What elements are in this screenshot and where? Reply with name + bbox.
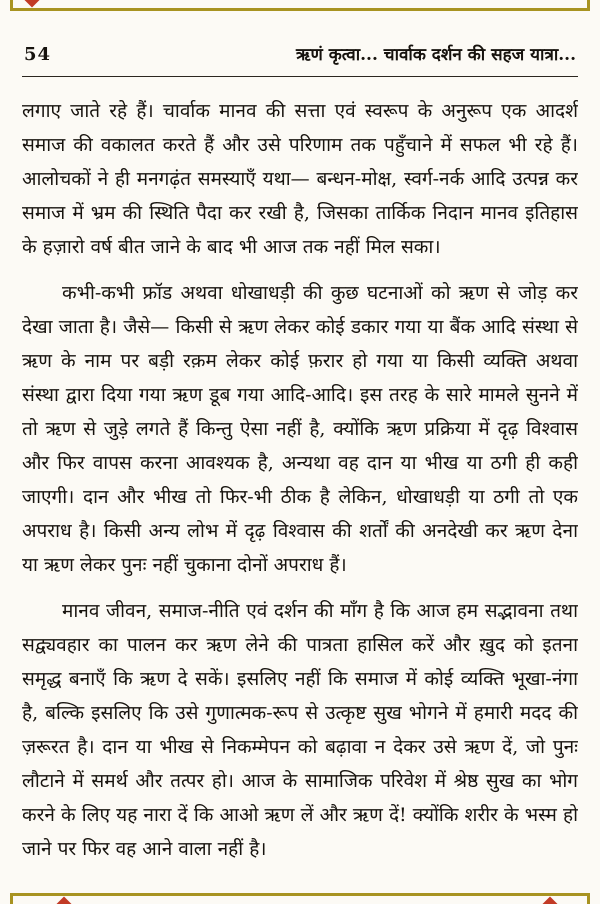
page-number: 54: [24, 44, 52, 65]
frame-bottom-line: [10, 893, 590, 896]
paragraph: लगाए जाते रहे हैं। चार्वाक मानव की सत्ता एवं स्वरूप के अनुरूप एक आदर्श समाज की वकालत करते हैं और उसे परिणाम तक पहुँचाने में सफल भी रहे हैं। आलोचकों ने ही मनगढ़ंत समस्याएँ यथा— बन्धन-मोक्ष, स्वर्ग-नर्क आदि उत्पन्न कर समाज में भ्रम की स्थिति पैदा कर रखी है, जिसका तार्किक निदान मानव इतिहास के हज़ारो वर्ष बीत जाने के बाद भी आज तक नहीं मिल सका।: [22, 100, 578, 258]
paragraph: कभी-कभी फ्रॉड अथवा धोखाधड़ी की कुछ घटनाओं को ऋण से जोड़ कर देखा जाता है। जैसे— किसी से ऋण लेकर कोई डकार गया या बैंक आदि संस्था से ऋण के नाम पर बड़ी रक़म लेकर कोई फ़रार हो गया या किसी व्यक्ति अथवा संस्था द्वारा दिया गया ऋण डूब गया आदि-आदि। इस तरह के सारे मामले सुनने में तो ऋण से जुड़े लगते हैं किन्तु ऐसा नहीं है, क्योंकि ऋण प्रक्रिया में दृढ़ विश्वास और फिर वापस करना आवश्यक है, अन्यथा वह दान या भीख या ठगी ही कही जाएगी। दान और भीख तो फिर-भी ठीक है लेकिन, धोखाधड़ी या ठगी तो एक अपराध है। किसी अन्य लोभ में दृढ़ विश्वास की शर्तों की अनदेखी कर ऋण देना या ऋण लेकर पुनः नहीं चुकाना दोनों अपराध हैं।: [22, 282, 578, 576]
frame-bottom-left-tick: [10, 894, 13, 904]
header-rule: [22, 76, 578, 77]
frame-top-line: [10, 8, 590, 11]
ornament-bottom-right: [542, 897, 559, 904]
ornament-bottom-left: [56, 897, 73, 904]
running-header-title: ऋणं कृत्वा... चार्वाक दर्शन की सहज यात्रा...: [295, 45, 576, 65]
paragraph: मानव जीवन, समाज-नीति एवं दर्शन की माँग है कि आज हम सद्भावना तथा सद्व्यवहार का पालन कर ऋण लेने की पात्रता हासिल करें और ख़ुद को इतना समृद्ध बनाएँ कि ऋण दे सकें। इसलिए नहीं कि समाज में कोई व्यक्ति भूखा-नंगा है, बल्कि इसलिए कि उसे गुणात्मक-रूप से उत्कृष्ट सुख भोगने में हमारी मदद की ज़रूरत है। दान या भीख से निकम्मेपन को बढ़ावा न देकर उसे ऋण दें, जो पुनः लौटाने में समर्थ और तत्पर हो। आज के सामाजिक परिवेश में श्रेष्ठ सुख का भोग करने के लिए यह नारा दें कि आओ ऋण लें और ऋण दें! क्योंकि शरीर के भस्म हो जाने पर फिर वह आने वाला नहीं है।: [22, 600, 578, 860]
page-header: [24, 42, 576, 65]
frame-top-left-tick: [10, 0, 13, 10]
page-body: [22, 94, 578, 878]
frame-bottom-right-tick: [587, 894, 590, 904]
frame-top-right-tick: [587, 0, 590, 10]
ornament-top-left: [24, 0, 41, 7]
